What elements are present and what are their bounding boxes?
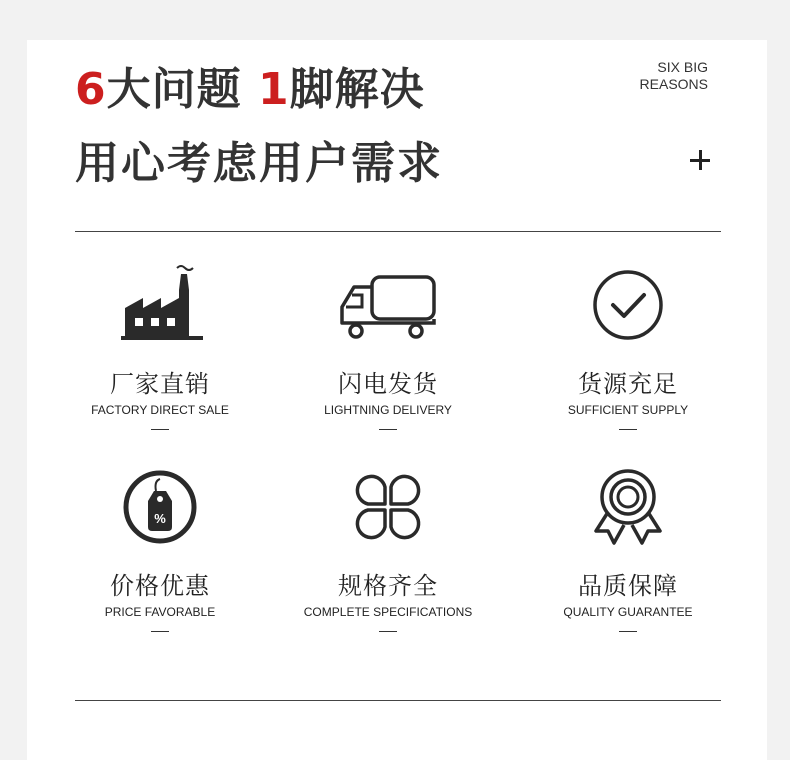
feature-subtitle: FACTORY DIRECT SALE (91, 403, 229, 417)
feature-dash (151, 429, 169, 430)
feature-dash (619, 429, 637, 430)
feature-price-favorable (45, 457, 275, 632)
feature-title: 厂家直销 (110, 370, 210, 398)
feature-dash (379, 631, 397, 632)
six-big-reasons-label (640, 59, 708, 93)
truck-icon (273, 255, 503, 355)
feature-factory-direct (45, 255, 275, 430)
subheadline: 用心考虑用户需求 (75, 138, 443, 189)
reasons-line-1: SIX BIG (657, 59, 708, 75)
feature-title: 品质保障 (578, 572, 678, 600)
award-badge-icon (513, 457, 743, 557)
feature-title: 价格优惠 (110, 572, 210, 600)
top-divider (75, 231, 721, 232)
feature-sufficient-supply (513, 255, 743, 430)
feature-subtitle: QUALITY GUARANTEE (563, 605, 693, 619)
feature-dash (379, 429, 397, 430)
headline-text-1: 大问题 (106, 64, 258, 115)
check-circle-icon (513, 255, 743, 355)
plus-icon[interactable] (690, 150, 710, 170)
feature-subtitle: LIGHTNING DELIVERY (324, 403, 452, 417)
price-tag-icon (45, 457, 275, 557)
feature-subtitle: SUFFICIENT SUPPLY (567, 403, 689, 417)
feature-dash (151, 631, 169, 632)
headline-number-6: 6 (75, 64, 107, 115)
feature-title: 规格齐全 (338, 572, 438, 600)
feature-title: 闪电发货 (338, 370, 438, 398)
headline (75, 60, 425, 120)
feature-subtitle: PRICE FAVORABLE (104, 605, 216, 619)
feature-subtitle: COMPLETE SPECIFICATIONS (303, 605, 473, 619)
feature-complete-specifications (273, 457, 503, 632)
feature-quality-guarantee (513, 457, 743, 632)
headline-number-1: 1 (257, 64, 290, 115)
bottom-divider (75, 700, 721, 701)
clover-icon (273, 457, 503, 557)
feature-lightning-delivery (273, 255, 503, 430)
svg-text:%: % (154, 511, 166, 526)
reasons-line-2: REASONS (639, 76, 708, 92)
factory-icon (45, 255, 275, 355)
headline-text-2: 脚解决 (289, 64, 425, 115)
feature-dash (619, 631, 637, 632)
feature-title: 货源充足 (578, 370, 678, 398)
